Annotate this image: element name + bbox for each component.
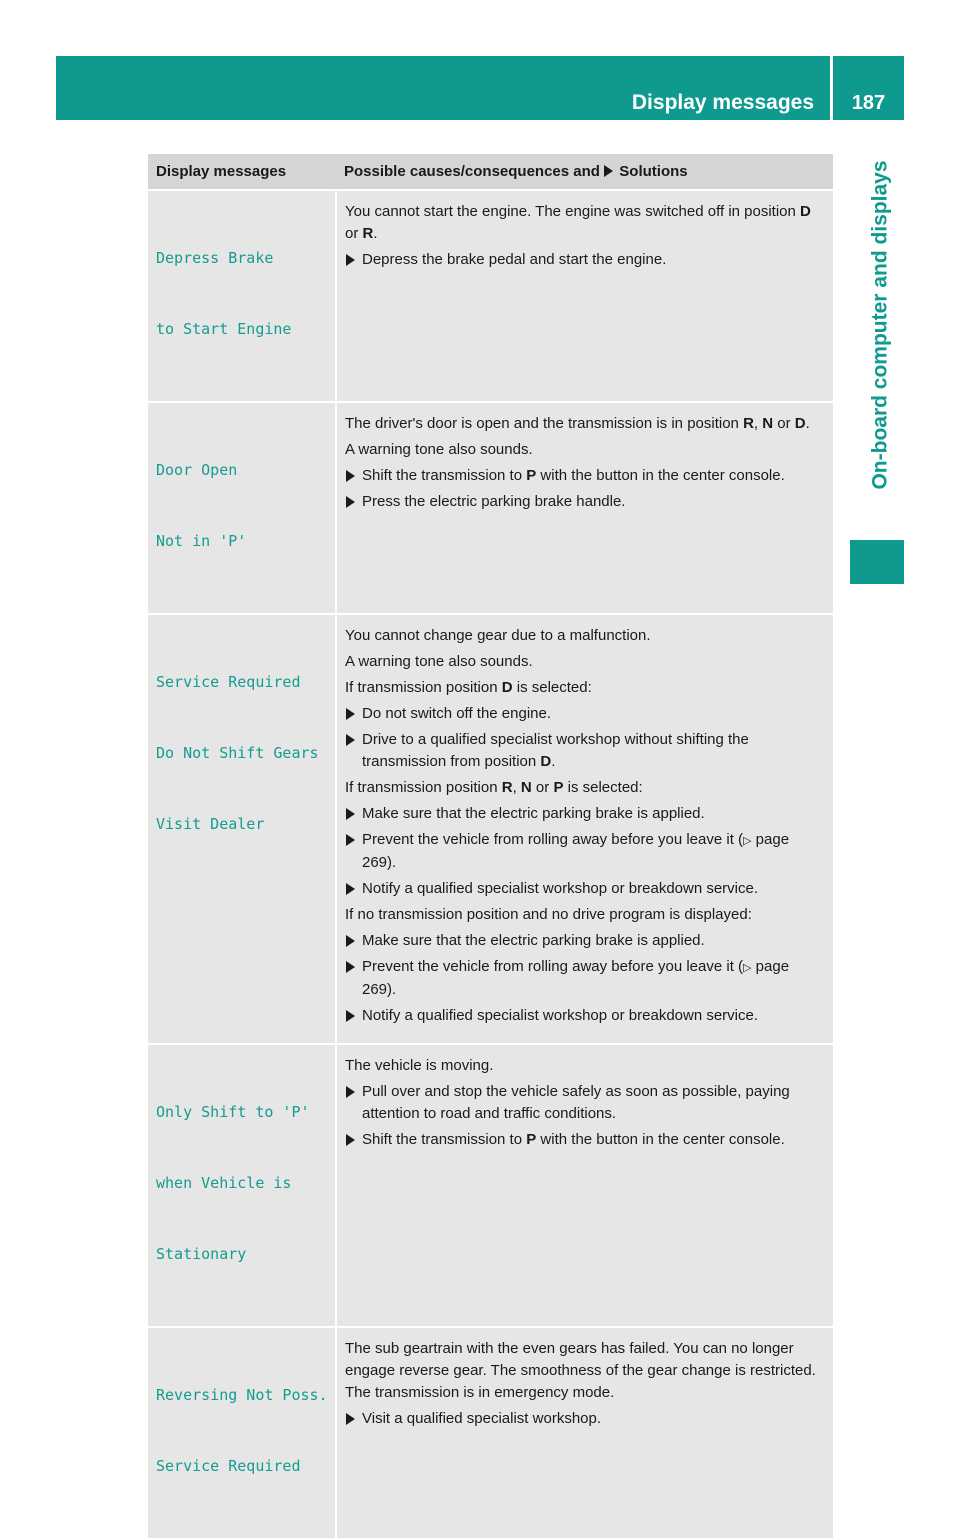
solution-cell: [336, 1044, 833, 1327]
page-reference-link[interactable]: page 269).: [362, 831, 790, 871]
page-title: Display messages: [631, 91, 814, 114]
message-cell: [148, 402, 336, 614]
table-row: [148, 190, 833, 402]
solution-step: Pull over and stop the vehicle safely as soon as possible, paying attention to road and traffic conditions.: [345, 1081, 825, 1125]
table-row: [148, 614, 833, 1044]
message-line: Service Required: [156, 673, 301, 691]
solution-step: Prevent the vehicle from rolling away before you leave it (▷ page 269).: [345, 829, 825, 874]
cause-text: You cannot start the engine. The engine was switched off in position D or R.: [345, 203, 811, 242]
condition-text: If no transmission position and no drive program is displayed:: [345, 906, 752, 923]
message-cell: [148, 190, 336, 402]
message-line: Door Open: [156, 461, 238, 479]
arrow-icon: [604, 165, 613, 177]
arrow-icon: [346, 1086, 355, 1098]
arrow-icon: [346, 1010, 355, 1022]
message-line: Do Not Shift Gears: [156, 744, 319, 762]
arrow-icon: [346, 834, 355, 846]
side-tab-marker: [850, 540, 904, 584]
arrow-icon: [346, 1134, 355, 1146]
solution-step: Notify a qualified specialist workshop or breakdown service.: [345, 1005, 825, 1027]
table-header-row: [148, 154, 833, 190]
condition-text: If transmission position R, N or P is selected:: [345, 779, 643, 796]
solution-cell: [336, 190, 833, 402]
display-message: [156, 201, 327, 389]
column-header-solutions: [336, 154, 833, 190]
solution-step: Depress the brake pedal and start the engine.: [345, 249, 825, 271]
arrow-icon: [346, 883, 355, 895]
solution-step: Visit a qualified specialist workshop.: [345, 1408, 825, 1430]
solution-step: Make sure that the electric parking brake is applied.: [345, 930, 825, 952]
arrow-icon: [346, 496, 355, 508]
cause-text: The sub geartrain with the even gears has failed. You can no longer engage reverse gear. The smoothness of the gear change is restricted. The transmission is in emergency mode.: [345, 1340, 816, 1401]
message-cell: [148, 614, 336, 1044]
side-tab: [858, 120, 904, 530]
solution-step: Prevent the vehicle from rolling away before you leave it (▷ page 269).: [345, 956, 825, 1001]
cause-text: A warning tone also sounds.: [345, 441, 533, 458]
solution-step: Drive to a qualified specialist workshop without shifting the transmission from position D.: [345, 729, 825, 773]
solution-step: Press the electric parking brake handle.: [345, 491, 825, 513]
solution-cell: [336, 614, 833, 1044]
display-message: [156, 413, 327, 601]
arrow-icon: [346, 708, 355, 720]
display-message: [156, 625, 327, 884]
arrow-icon: [346, 961, 355, 973]
message-line: to Start Engine: [156, 320, 292, 338]
solution-cell: [336, 1327, 833, 1539]
table-row: [148, 1044, 833, 1327]
cause-text: A warning tone also sounds.: [345, 653, 533, 670]
page-reference-link[interactable]: page 269).: [362, 958, 790, 998]
display-message: [156, 1055, 327, 1314]
arrow-icon: [346, 254, 355, 266]
solution-step: Make sure that the electric parking brake is applied.: [345, 803, 825, 825]
message-line: Depress Brake: [156, 249, 274, 267]
column-header-text: Solutions: [619, 163, 688, 180]
solution-step: Shift the transmission to P with the button in the center console.: [345, 465, 825, 487]
arrow-icon: [346, 808, 355, 820]
column-header-messages: Display messages: [148, 154, 336, 190]
message-line: when Vehicle is: [156, 1174, 292, 1192]
side-tab-label: On-board computer and displays: [869, 160, 892, 490]
display-messages-table: [148, 154, 833, 1540]
arrow-icon: [346, 1413, 355, 1425]
message-line: Service Required: [156, 1457, 301, 1475]
solution-cell: [336, 402, 833, 614]
page-reference-icon: ▷: [743, 962, 752, 974]
condition-text: If transmission position D is selected:: [345, 679, 592, 696]
solution-step: Do not switch off the engine.: [345, 703, 825, 725]
message-line: Only Shift to 'P': [156, 1103, 310, 1121]
cause-text: The driver's door is open and the transmission is in position R, N or D.: [345, 415, 810, 432]
table-row: [148, 1327, 833, 1539]
message-line: Visit Dealer: [156, 815, 265, 833]
arrow-icon: [346, 734, 355, 746]
solution-step: Shift the transmission to P with the button in the center console.: [345, 1129, 825, 1151]
solution-step: Notify a qualified specialist workshop or breakdown service.: [345, 878, 825, 900]
message-cell: [148, 1044, 336, 1327]
message-line: Stationary: [156, 1245, 247, 1263]
arrow-icon: [346, 935, 355, 947]
column-header-text: Possible causes/consequences and: [344, 163, 600, 180]
message-line: Not in 'P': [156, 532, 247, 550]
cause-text: The vehicle is moving.: [345, 1057, 494, 1074]
arrow-icon: [346, 470, 355, 482]
table-row: [148, 402, 833, 614]
message-line: Reversing Not Poss.: [156, 1386, 328, 1404]
display-message: [156, 1338, 327, 1526]
cause-text: You cannot change gear due to a malfunction.: [345, 627, 651, 644]
page-number: 187: [851, 92, 886, 114]
message-cell: [148, 1327, 336, 1539]
page-reference-icon: ▷: [743, 835, 752, 847]
